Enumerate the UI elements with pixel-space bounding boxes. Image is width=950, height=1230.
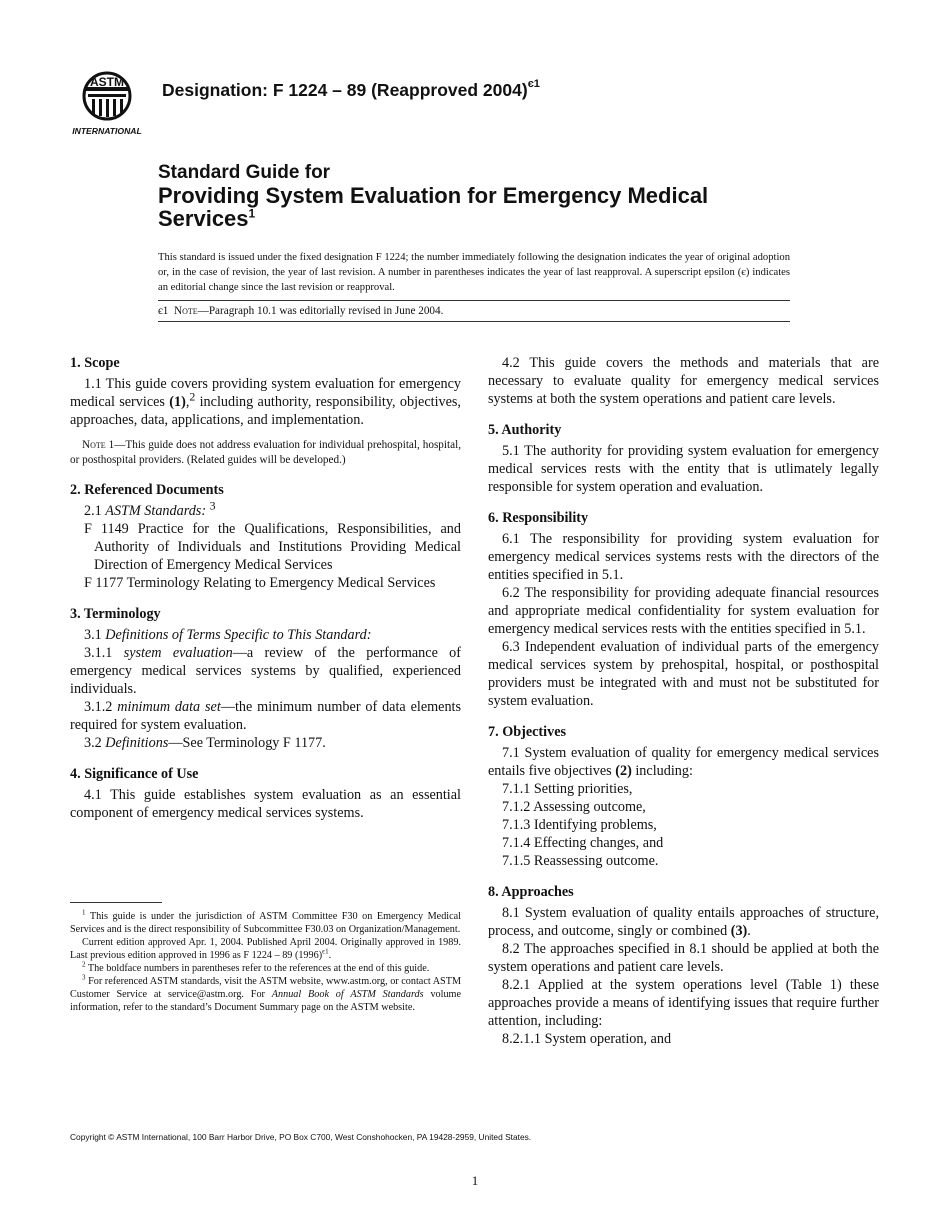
paragraph: 1.1 This guide covers providing system evaluation for emergency medical services (1),$^2$ including authority, responsibility, objectives, approaches, data, applications, and implementation. bbox=[70, 376, 461, 428]
note bbox=[70, 438, 461, 468]
footnote bbox=[70, 910, 461, 936]
footnote-text: For referenced ASTM standards, visit the ASTM website, www.astm.org, or contact ASTM Customer Service at service@astm.org. For bbox=[70, 976, 461, 1000]
paragraph: 8.2 The approaches specified in 8.1 should be applied at both the system operations and patient care levels. bbox=[488, 941, 879, 975]
section-heading: 7. Objectives bbox=[488, 724, 567, 740]
footnote-text: Current edition approved Apr. 1, 2004. Published April 2004. Originally approved in 1989. Last previous edition approved in 1996 as F 1224 – 89 (1996) bbox=[70, 937, 461, 961]
section-heading: 2. Referenced Documents bbox=[70, 482, 224, 498]
footnote bbox=[70, 936, 461, 962]
section-heading: 6. Responsibility bbox=[488, 510, 589, 526]
issuance-statement: This standard is issued under the fixed designation F 1224; the number immediately following the designation indicates the year of original adoption or, in the case of revision, the year of last revision. A number in parentheses indicates the year of last reapproval. A superscript epsilon (є) indicates an editorial change since the last revision or reapproval. bbox=[158, 252, 790, 293]
designation bbox=[162, 80, 540, 101]
paragraph-text: —the minimum number of data elements required for system evaluation. bbox=[70, 699, 462, 733]
top-rule bbox=[158, 300, 790, 301]
paragraph-text: 7.1 System evaluation of quality for emergency medical services entails five objectives bbox=[488, 745, 879, 779]
editorial-note bbox=[158, 305, 443, 317]
paragraph-text: 8.1 System evaluation of quality entails approaches of structure, process, and outcome, singly or combined bbox=[488, 905, 879, 939]
italic-text: Annual Book of ASTM Standards bbox=[271, 989, 424, 1000]
footnote-marker: 3 bbox=[209, 498, 216, 513]
paragraph-text: —a review of the performance of emergency medical services systems by qualified, experienced individuals. bbox=[70, 645, 462, 697]
section-heading: 4. Significance of Use bbox=[70, 766, 199, 782]
paragraph: 8.2.1 Applied at the system operations level (Table 1) these approaches provide a means of identifying issues that require further attention, including: bbox=[488, 977, 879, 1029]
paragraph-number: 3.1.1 bbox=[84, 645, 124, 661]
editorial-note-text: —Paragraph 10.1 was editorially revised in June 2004. bbox=[197, 305, 444, 317]
italic-text: Definitions of Terms Specific to This Standard: bbox=[105, 627, 372, 643]
designation-epsilon: є1 bbox=[527, 78, 540, 91]
editorial-note-label: Note bbox=[174, 305, 198, 317]
defined-term: minimum data set bbox=[117, 699, 221, 715]
title-line-2: Providing System Evaluation for Emergency Medical bbox=[158, 183, 709, 208]
list-item: 7.1.2 Assessing outcome, bbox=[502, 799, 646, 815]
title-line-1: Standard Guide for bbox=[158, 162, 331, 183]
list-item: 7.1.5 Reassessing outcome. bbox=[502, 853, 659, 869]
footnote-text: This guide is under the jurisdiction of ASTM Committee F30 on Emergency Medical Services and is the direct responsibility of Subcommittee F30.03 on Organization/Management. bbox=[70, 911, 461, 935]
italic-text: ASTM Standards: bbox=[105, 503, 207, 519]
designation-label: Designation: F 1224 – 89 (Reapproved 2004) bbox=[162, 80, 528, 100]
reference-number: (1) bbox=[169, 394, 186, 410]
footnote-marker: 1 bbox=[82, 908, 86, 917]
astm-logo bbox=[66, 70, 152, 140]
footnote-marker: 3 bbox=[82, 973, 86, 982]
footnote-marker: 2 bbox=[189, 389, 196, 404]
astm-logo-icon bbox=[66, 70, 152, 140]
paragraph bbox=[70, 626, 461, 644]
document-title bbox=[158, 162, 798, 230]
paragraph bbox=[488, 744, 879, 780]
editorial-marker: є1 bbox=[158, 305, 169, 317]
paragraph: 5.1 The authority for providing system evaluation for emergency medical services rests with the entity that is utlimately legally responsible for system operation and evaluation. bbox=[488, 443, 879, 495]
page-number: 1 bbox=[471, 1173, 479, 1188]
paragraph-text: 1.1 This guide covers providing system evaluation for emergency medical services bbox=[70, 376, 461, 410]
logo-letters: ASTM bbox=[90, 75, 124, 89]
section-heading: 8. Approaches bbox=[488, 884, 574, 900]
paragraph: 4.1 This guide establishes system evaluation as an essential component of emergency medical services systems. bbox=[70, 787, 461, 821]
paragraph-text: —See Terminology F 1177. bbox=[168, 735, 326, 751]
section-heading: 3. Terminology bbox=[70, 606, 161, 622]
title-line-3-text: Services bbox=[158, 206, 249, 231]
bottom-rule bbox=[158, 321, 790, 322]
section-heading: 1. Scope bbox=[70, 355, 120, 371]
paragraph-text: including authority, responsibility, objectives, approaches, data, applications, and implementation. bbox=[70, 394, 461, 428]
footnote-text: . bbox=[328, 950, 332, 961]
paragraph bbox=[70, 498, 461, 520]
paragraph-text: . bbox=[747, 923, 751, 939]
referenced-document: F 1149 Practice for the Qualifications, Responsibilities, and Authority of Individuals and Institutions Providing Medical Direction of Emergency Medical Services bbox=[84, 521, 461, 573]
footnotes bbox=[70, 910, 461, 1014]
right-column bbox=[488, 354, 879, 1048]
paragraph-number: 2.1 bbox=[84, 503, 106, 519]
list-item: 7.1.4 Effecting changes, and bbox=[502, 835, 664, 851]
title-line-3 bbox=[158, 207, 798, 230]
paragraph bbox=[70, 698, 461, 734]
paragraph-text: including: bbox=[631, 763, 693, 779]
note-text: 1—This guide does not address evaluation for individual prehospital, hospital, or posthospital providers. (Related guides will be developed.) bbox=[70, 439, 461, 466]
paragraph: 8.2.1.1 System operation, and bbox=[502, 1031, 672, 1047]
paragraph-number: 3.1 bbox=[84, 627, 106, 643]
reference-number: (3) bbox=[730, 923, 748, 939]
title-footnote-marker: 1 bbox=[248, 206, 256, 221]
title-main bbox=[158, 184, 798, 230]
list-item: 7.1.1 Setting priorities, bbox=[502, 781, 633, 797]
referenced-document: F 1177 Terminology Relating to Emergency Medical Services bbox=[84, 575, 436, 591]
footnote bbox=[70, 962, 461, 975]
paragraph: 6.2 The responsibility for providing adequate financial resources and appropriate medical confidentiality for system evaluation for emergency medical services rests with the entities specified in 5.1. bbox=[488, 585, 879, 637]
footnote-marker: 2 bbox=[82, 960, 86, 969]
paragraph: 6.1 The responsibility for providing system evaluation for emergency medical services systems rests with the directors of the entities specified in 5.1. bbox=[488, 531, 879, 583]
paragraph bbox=[488, 904, 879, 940]
paragraph-number: 3.2 bbox=[84, 735, 106, 751]
footnote bbox=[70, 975, 461, 1014]
paragraph bbox=[70, 644, 461, 698]
footnote-marker: є1 bbox=[322, 947, 329, 956]
paragraph bbox=[70, 734, 461, 752]
logo-caption: INTERNATIONAL bbox=[72, 126, 142, 136]
paragraph: 6.3 Independent evaluation of individual parts of the emergency medical services system by prehospital, hospital, or posthospital providers must be integrated with and must not be substituted for system evaluation. bbox=[488, 639, 879, 709]
reference-number: (2) bbox=[615, 763, 632, 779]
section-heading: 5. Authority bbox=[488, 422, 562, 438]
footnote-text: volume information, refer to the standard’s Document Summary page on the ASTM website. bbox=[70, 989, 461, 1013]
paragraph: 4.2 This guide covers the methods and materials that are necessary to evaluate quality for emergency medical services systems at both the system operations and patient care levels. bbox=[488, 355, 879, 407]
defined-term: Definitions bbox=[105, 735, 169, 751]
list-item: 7.1.3 Identifying problems, bbox=[502, 817, 657, 833]
footnote-rule bbox=[70, 902, 162, 903]
left-column bbox=[70, 354, 461, 822]
paragraph-number: 3.1.2 bbox=[84, 699, 118, 715]
note-label: Note bbox=[82, 439, 106, 451]
footnote-text: The boldface numbers in parentheses refer to the references at the end of this guide. bbox=[85, 963, 430, 974]
defined-term: system evaluation bbox=[123, 645, 233, 661]
copyright: Copyright © ASTM International, 100 Barr Harbor Drive, PO Box C700, West Conshohocken, PA 19428-2959, United States. bbox=[70, 1132, 532, 1142]
